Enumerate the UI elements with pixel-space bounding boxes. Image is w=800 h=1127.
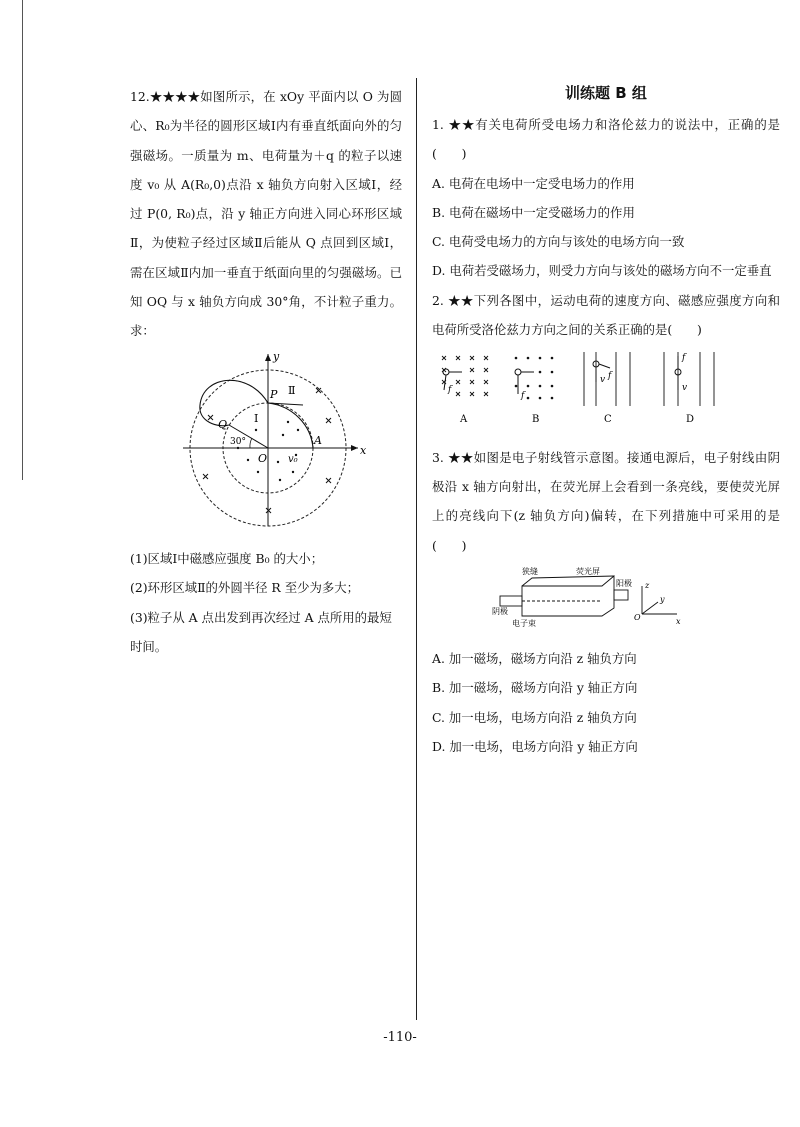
axis-z: z <box>645 580 650 590</box>
panel-c-v: v <box>600 375 606 386</box>
region2-label: Ⅱ <box>288 383 296 397</box>
panel-b-label: B <box>532 414 540 426</box>
field-crosses <box>203 388 331 513</box>
origin-label: O <box>258 451 268 465</box>
lorentz-force-diagrams <box>432 350 732 428</box>
question-12-sub2: (2)环形区域Ⅱ的外圆半径 R 至少为多大； <box>130 580 360 596</box>
cathode-label: 阴极 <box>492 606 508 616</box>
question-3-option-b: B. 加一磁场，磁场方向沿 y 轴正方向 <box>432 680 638 696</box>
panel-c-f-arrow <box>599 364 610 368</box>
axis-x: x <box>676 616 681 626</box>
page-number: -110- <box>383 1030 417 1045</box>
panel-b-f: f <box>521 391 525 402</box>
panel-c-label: C <box>604 414 612 426</box>
y-label: y <box>273 349 280 363</box>
magnetic-field-diagram <box>178 350 368 528</box>
a-label: A <box>314 433 322 447</box>
screen-label: 荧光屏 <box>576 566 600 576</box>
panel-b-charge-icon <box>515 369 521 375</box>
beam-label: 电子束 <box>512 618 536 628</box>
angle-arc <box>250 438 252 448</box>
question-12-sub3: (3)粒子从 A 点出发到再次经过 A 点所用的最短时间。 <box>130 609 392 654</box>
question-3-option-c: C. 加一电场，电场方向沿 z 轴负方向 <box>432 709 637 725</box>
section-heading: 训练题 B 组 <box>565 84 647 102</box>
y-axis-arrow-icon <box>265 354 271 361</box>
v0-label: v₀ <box>288 453 298 465</box>
panel-d-lines <box>664 352 714 406</box>
question-12-sub1: (1)区域Ⅰ中磁感应强度 B₀ 的大小； <box>130 550 324 566</box>
panel-c-lines <box>584 352 630 406</box>
panel-a-f: f <box>448 385 452 396</box>
column-divider <box>416 78 417 1020</box>
question-1-option-b: B. 电荷在磁场中一定受磁场力的作用 <box>432 204 635 220</box>
origin-o: O <box>634 612 641 622</box>
panel-a-label: A <box>460 414 468 426</box>
panel-c-f: f <box>608 371 612 382</box>
question-1-option-d: D. 电荷若受磁场力，则受力方向与该处的磁场方向不一定垂直 <box>432 263 772 279</box>
question-3-option-d: D. 加一电场，电场方向沿 y 轴正方向 <box>432 739 638 755</box>
electron-tube-diagram <box>492 564 682 630</box>
question-2-stem: 2. ★★下列各图中，运动电荷的速度方向、磁感应强度方向和电荷所受洛伦兹力方向之间的关系正确的是( ) <box>432 292 780 338</box>
question-1-stem: 1. ★★有关电荷所受电场力和洛伦兹力的说法中，正确的是( ) <box>432 117 780 162</box>
binding-line <box>22 0 23 480</box>
q-label: Q <box>218 417 228 431</box>
tube-body <box>500 576 628 616</box>
question-3-figure <box>492 564 780 640</box>
p-label: P <box>270 387 278 401</box>
question-12-text: 12.★★★★如图所示，在 xOy 平面内以 O 为圆心、R₀为半径的圆形区域Ⅰ内有垂直纸面向外的匀强磁场。一质量为 m、电荷量为＋q 的粒子以速度 v₀ 从 A(R₀,0)点沿 x 轴负方向射入区域Ⅰ，经过 P(0, R₀)点，沿 y 轴正方向进入同心环形区域Ⅱ，为使粒子经过区域Ⅱ后能从 Q 点回到区域Ⅰ，需在区域Ⅱ内加一垂直于纸面向里的匀强磁场。已知 OQ 与 x 轴负方向成 30°角，不计粒子重力。求： <box>130 89 402 339</box>
x-axis-arrow-icon <box>351 445 358 451</box>
question-1-option-a: A. 电荷在电场中一定受电场力的作用 <box>432 175 635 191</box>
region1-label: Ⅰ <box>254 411 259 425</box>
question-2-figure <box>432 350 780 438</box>
panel-d-v: v <box>682 383 688 394</box>
question-1-option-c: C. 电荷受电场力的方向与该处的电场方向一致 <box>432 234 685 250</box>
slit-label: 狭缝 <box>522 566 538 576</box>
angle-label: 30° <box>230 436 246 447</box>
right-column <box>432 82 780 761</box>
question-3-stem: 3. ★★如图是电子射线管示意图。接通电源后，电子射线由阴极沿 x 轴方向射出，在荧光屏上会看到一条亮线，要使荧光屏上的亮线向下(z 轴负方向)偏转，在下列措施中可采用的是( ) <box>432 449 780 553</box>
trajectory-region1 <box>268 403 313 448</box>
question-12-figure <box>178 350 402 538</box>
left-column <box>130 82 402 661</box>
panel-d-f: f <box>682 353 686 364</box>
axis-y: y <box>660 594 665 604</box>
question-3-option-a: A. 加一磁场，磁场方向沿 z 轴负方向 <box>432 651 637 667</box>
anode-label: 阳极 <box>616 578 632 588</box>
x-label: x <box>360 443 367 457</box>
panel-d-label: D <box>686 414 695 426</box>
